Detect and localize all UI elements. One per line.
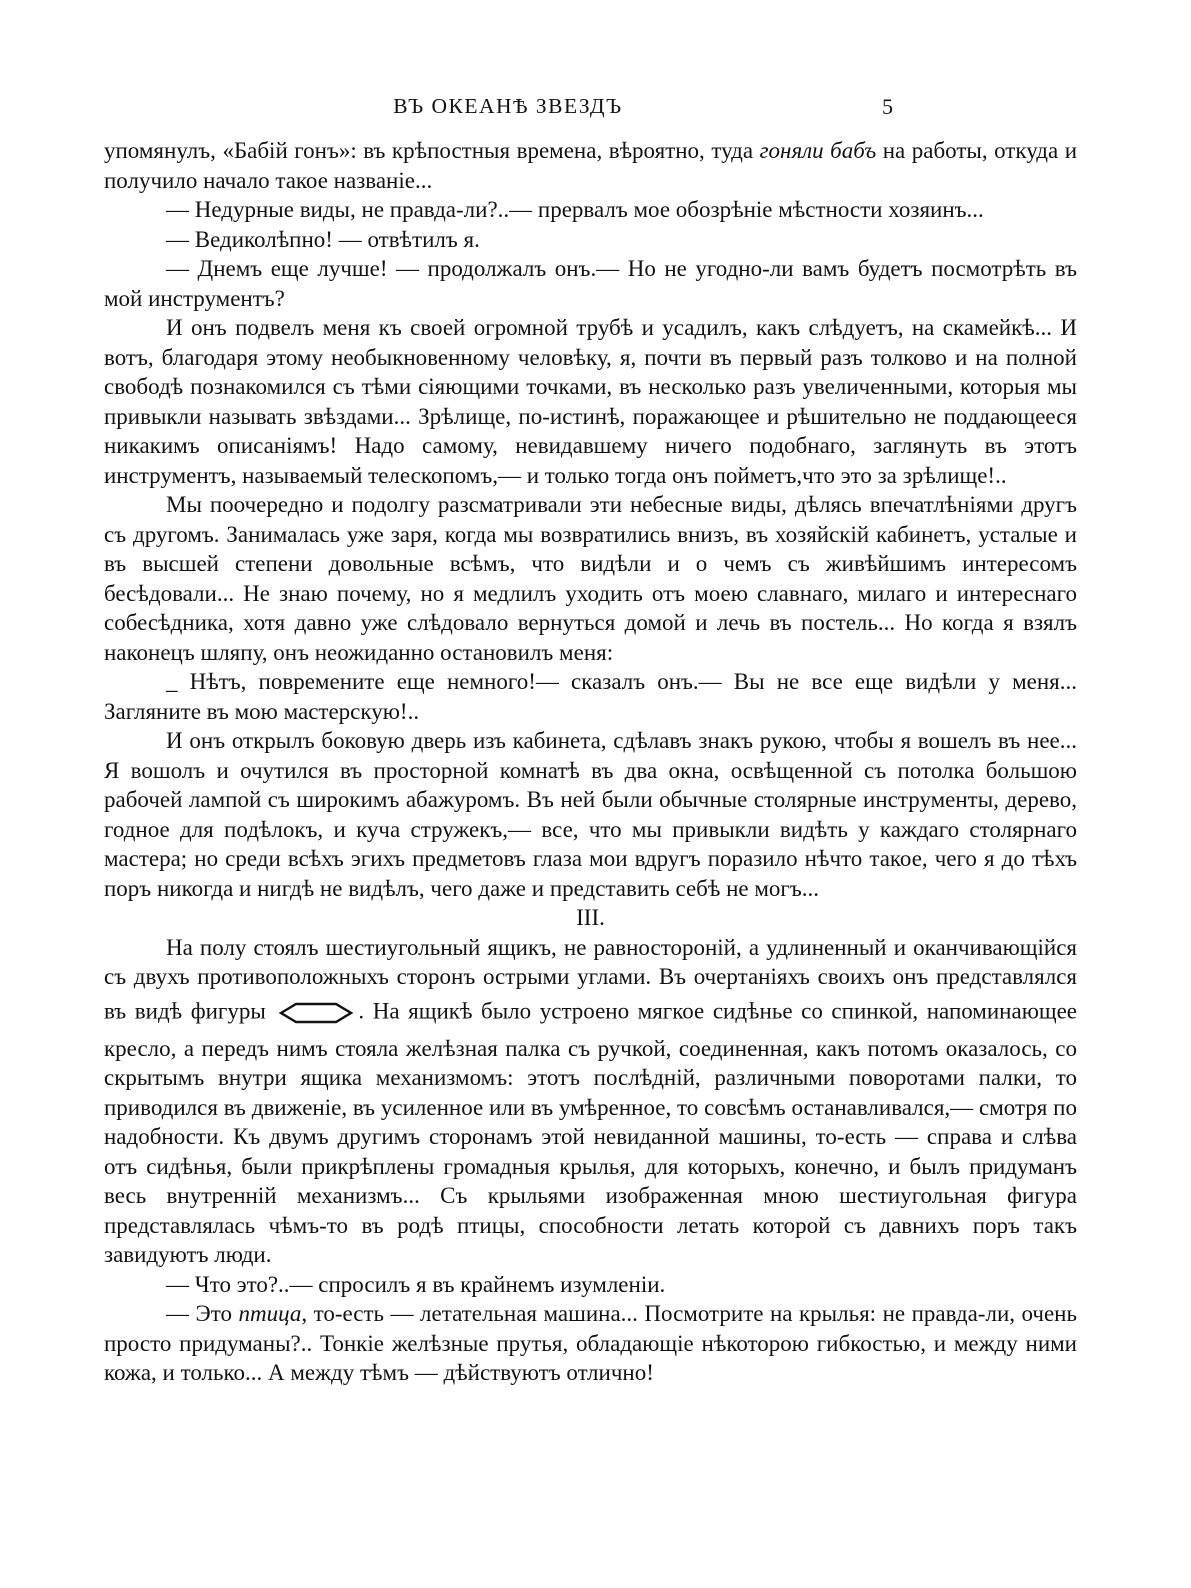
paragraph [104,136,1077,195]
text-run: упомянулъ, «Бабій гонъ»: въ крѣпостныя времена, вѣроятно, туда [104,138,760,163]
hexagon-figure [279,992,353,1034]
page-header [104,92,1077,120]
text-run: _ Нѣтъ, повремените еще немного!— сказалъ онъ.— Вы не все еще видѣли у меня... Загляните въ мою мастерскую!.. [104,669,1077,724]
text-run: — Днемъ еще лучше! — продолжалъ онъ.— Но не угодно-ли вамъ будетъ посмотрѣть въ мой инструментъ? [104,256,1077,311]
paragraph [104,1299,1077,1388]
paragraph [104,195,1077,225]
paragraph [104,726,1077,903]
text-run: — Что это?..— спросилъ я въ крайнемъ изумленіи. [166,1271,666,1297]
paragraph [104,667,1077,726]
page-number: 5 [882,94,893,119]
paragraph [104,254,1077,313]
text-run: И онъ открылъ боковую дверь изъ кабинета, сдѣлавъ знакъ рукою, чтобы я вошелъ въ нее... Я вошолъ и очутился въ просторной комнатѣ въ два окна, освѣщенной съ потолка большою рабочей лампой съ широкимъ абажуромъ. Въ ней были обычные столярные инструменты, дерево, годное для подѣлокъ, и куча стружекъ,— все, что мы привыкли видѣть у каждаго столярнаго мастера; но среди всѣхъ эгихъ предметовъ глаза мои вдругъ поразило нѣчто такое, чего я до тѣхъ поръ никогда и нигдѣ не видѣлъ, чего даже и представить себѣ не могъ... [104,728,1077,901]
running-title: ВЪ ОКЕАНѢ ЗВЕЗДЪ [393,94,623,118]
paragraph [104,1270,1077,1300]
paragraph [104,313,1077,490]
text-block-before-heading [104,136,1077,903]
paragraph [104,933,1077,1270]
text-run: — Недурные виды, не правда-ли?..— прервалъ мое обозрѣніе мѣстности хозяинъ... [166,197,984,222]
section-heading: III. [576,905,605,930]
text-run: — Это [166,1301,239,1326]
text-run: На полу стоялъ шестиугольный ящикъ, не равностороній, а удлиненный и оканчивающійся съ двухъ противоположныхъ сторонъ острыми углами. Въ очертаніяхъ своихъ онъ представлялся въ видѣ фигуры [104,934,1077,1023]
italic-text: гоняли бабъ [759,138,877,163]
text-run: . На ящикѣ было устроено мягкое сидѣнье со спинкой, напоминающее кресло, а передъ нимъ стояла желѣзная палка съ ручкой, соединенная, какъ потомъ оказалось, со скрытымъ внутри ящика механизмомъ: этотъ послѣдній, различными поворотами палки, то приводился въ движеніе, въ усиленное или въ умѣренное, то совсѣмъ останавливался,— смотря по надобности. Къ двумъ другимъ сторонамъ этой невиданной машины, то-есть — справа и слѣва отъ сидѣнья, были прикрѣплены громадныя крылья, для которыхъ, конечно, и былъ придуманъ весь внутренній механизмъ... Съ крыльями изображенная мною шестиугольная фигура представлялась чѣмъ-то въ родѣ птицы, способности летать которой съ давнихъ поръ такъ завидуютъ люди. [104,997,1078,1267]
text-run: Мы поочередно и подолгу разсматривали эти небесные виды, дѣлясь впечатлѣніями другъ съ другомъ. Занималась уже заря, когда мы возвратились внизъ, въ хозяйскій кабинетъ, усталые и въ высшей степени довольные всѣмъ, что видѣли и о чемъ съ живѣйшимъ интересомъ бесѣдовали... Не знаю почему, но я медлилъ уходить отъ моею славнаго, милаго и интереснаго собесѣдника, хотя давно уже слѣдовало вернуться домой и лечь въ постель... Но когда я взялъ наконецъ шляпу, онъ неожиданно остановилъ меня: [104,492,1077,665]
text-block-after-heading [104,933,1077,1388]
text-run: на работы, откуда и получило начало такое названіе... [104,138,1077,193]
text-run: — Ведиколѣпно! — отвѣтилъ я. [166,226,480,252]
paragraph [104,490,1077,667]
text-run: И онъ подвелъ меня къ своей огромной трубѣ и усадилъ, какъ слѣдуетъ, на скамейкѣ... И вотъ, благодаря этому необыкновенному человѣку, я, почти въ первый разъ толково и на полной свободѣ познакомился съ тѣми сіяющими точками, въ несколько разъ увеличенными, которыя мы привыкли называть звѣздами... Зрѣлище, по-истинѣ, поражающее и рѣшительно не поддающееся никакимъ описаніямъ! Надо самому, невидавшему ничего подобнаго, заглянуть въ этотъ инструментъ, называемый телескопомъ,— и только тогда онъ пойметъ,что это за зрѣлище!.. [104,315,1077,488]
italic-text: птица [238,1301,302,1326]
paragraph [104,225,1077,255]
text-run: , то-есть — летательная машина... Посмотрите на крылья: не правда-ли, очень просто придуманы?.. Тонкіе желѣзные прутья, обладающіе нѣкоторою гибкостью, и между ними кожа, и только... А между тѣмъ — дѣйствуютъ отлично! [104,1301,1077,1385]
